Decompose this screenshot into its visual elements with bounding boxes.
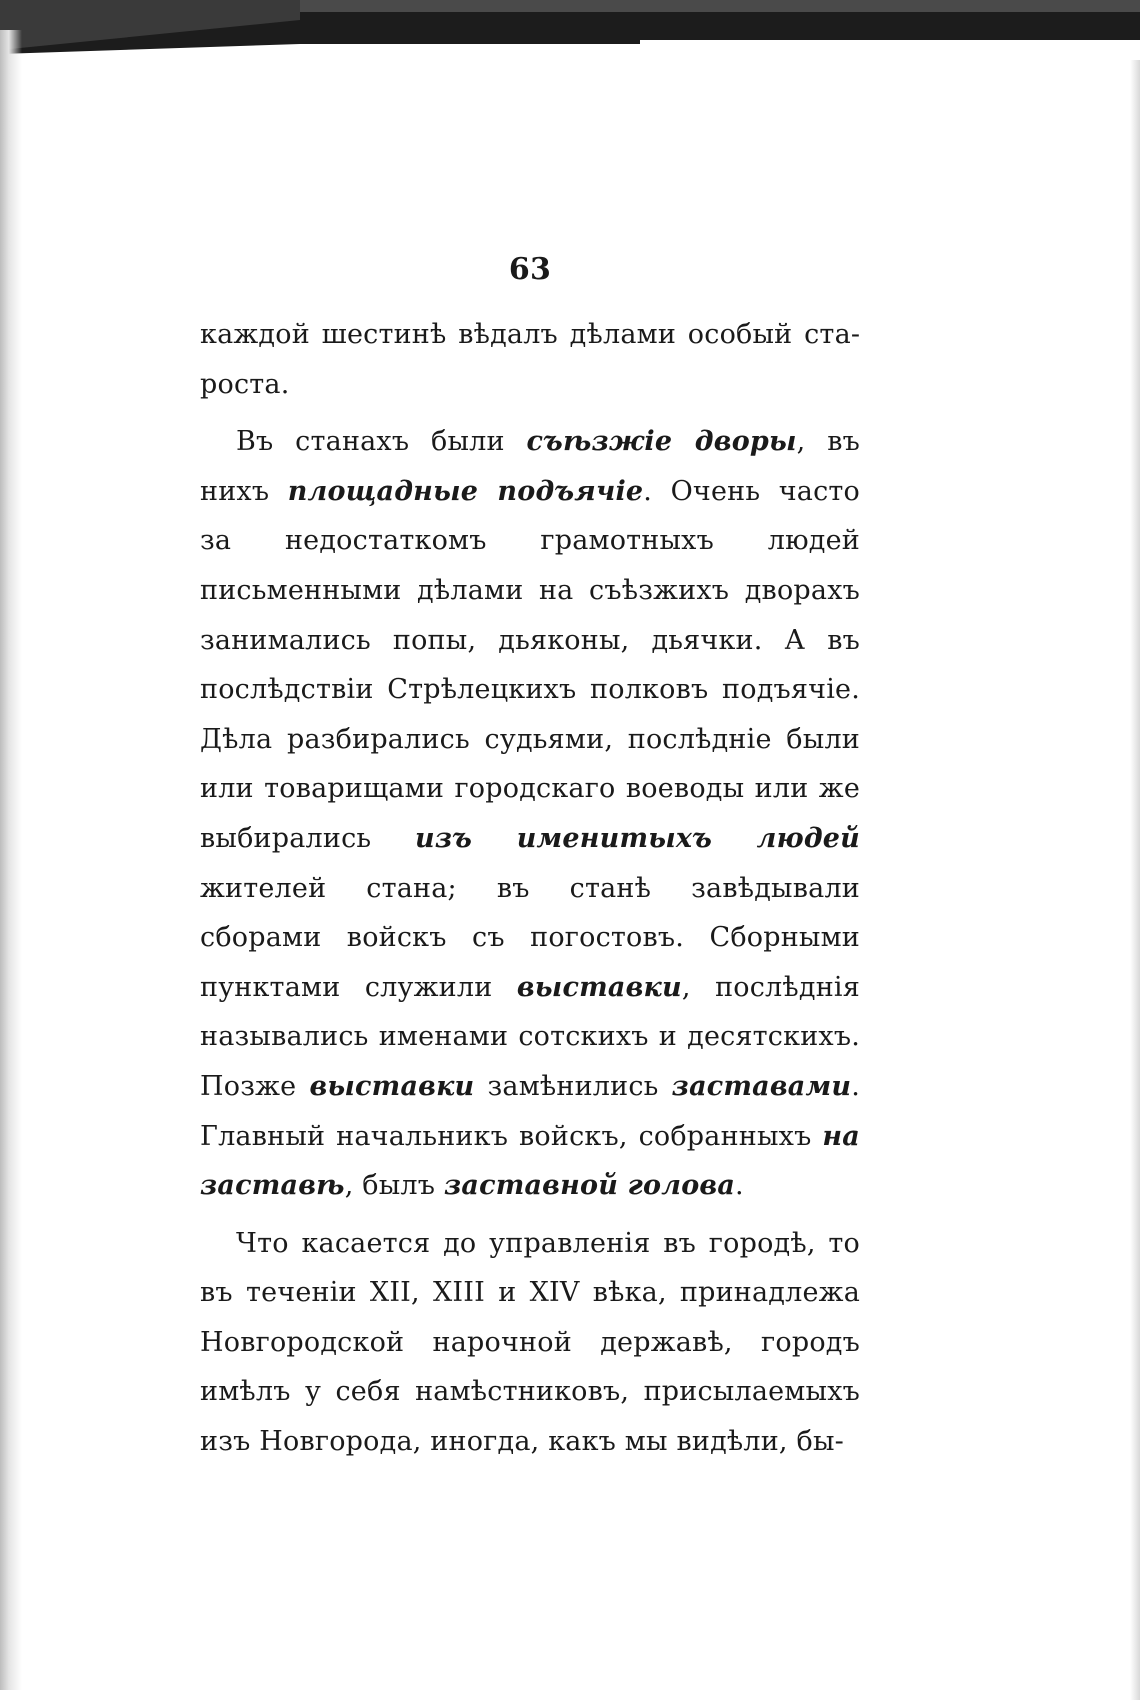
text-run: жителей стана; въ станѣ завѣдывали сборами войскъ съ погостовъ. Сборными пунктами служили bbox=[200, 872, 860, 1003]
italic-term: выставки bbox=[309, 1070, 475, 1102]
text-run: каждой шестинѣ вѣдалъ дѣлами особый староста. bbox=[200, 319, 860, 400]
paragraph bbox=[200, 310, 860, 409]
italic-term: изъ именитыхъ людей bbox=[415, 822, 861, 854]
italic-term: площадные подъячіе bbox=[287, 475, 644, 507]
text-run: . Очень часто за недостаткомъ грамотныхъ людей письменными дѣлами на съѣзжихъ дворахъ занимались попы, дьяконы, дьячки. А въ послѣдствіи Стрѣлецкихъ полковъ подъячіе. Дѣла разбирались судьями, послѣдніе были или товарищами городскаго воеводы или же выбирались bbox=[200, 475, 860, 854]
text-run: . Главный начальникъ войскъ, собранныхъ bbox=[200, 1070, 860, 1152]
text-run: замѣнились bbox=[474, 1070, 672, 1102]
scan-top-edge bbox=[0, 0, 1140, 70]
book-page bbox=[200, 250, 860, 1467]
scan-right-edge bbox=[1130, 60, 1140, 1700]
italic-term: на заставѣ bbox=[200, 1120, 860, 1202]
text-run: . bbox=[735, 1170, 744, 1202]
paragraph bbox=[200, 1219, 860, 1467]
italic-term: заставной голова bbox=[443, 1170, 736, 1202]
text-run: , былъ bbox=[344, 1170, 444, 1202]
text-run: Что касается до управленія въ городѣ, то въ теченіи XII, XIII и XIV вѣка, принадлежа Новгородской нарочной державѣ, городъ имѣлъ у себя намѣстниковъ, присылаемыхъ изъ Новгорода, иногда, какъ мы видѣли, бы- bbox=[200, 1227, 860, 1458]
body-text bbox=[200, 310, 860, 1467]
page-number: 63 bbox=[508, 252, 552, 287]
italic-term: съѣзжіе дворы bbox=[526, 426, 797, 458]
text-run: Въ станахъ были bbox=[236, 426, 527, 458]
paragraph bbox=[200, 417, 860, 1211]
italic-term: выставки bbox=[516, 971, 682, 1003]
text-run: , послѣднія назывались именами сотскихъ и десятскихъ. Позже bbox=[200, 971, 860, 1102]
scan-left-shadow bbox=[0, 30, 22, 1690]
text-run: , въ нихъ bbox=[200, 426, 860, 507]
italic-term: заставами bbox=[671, 1070, 852, 1102]
